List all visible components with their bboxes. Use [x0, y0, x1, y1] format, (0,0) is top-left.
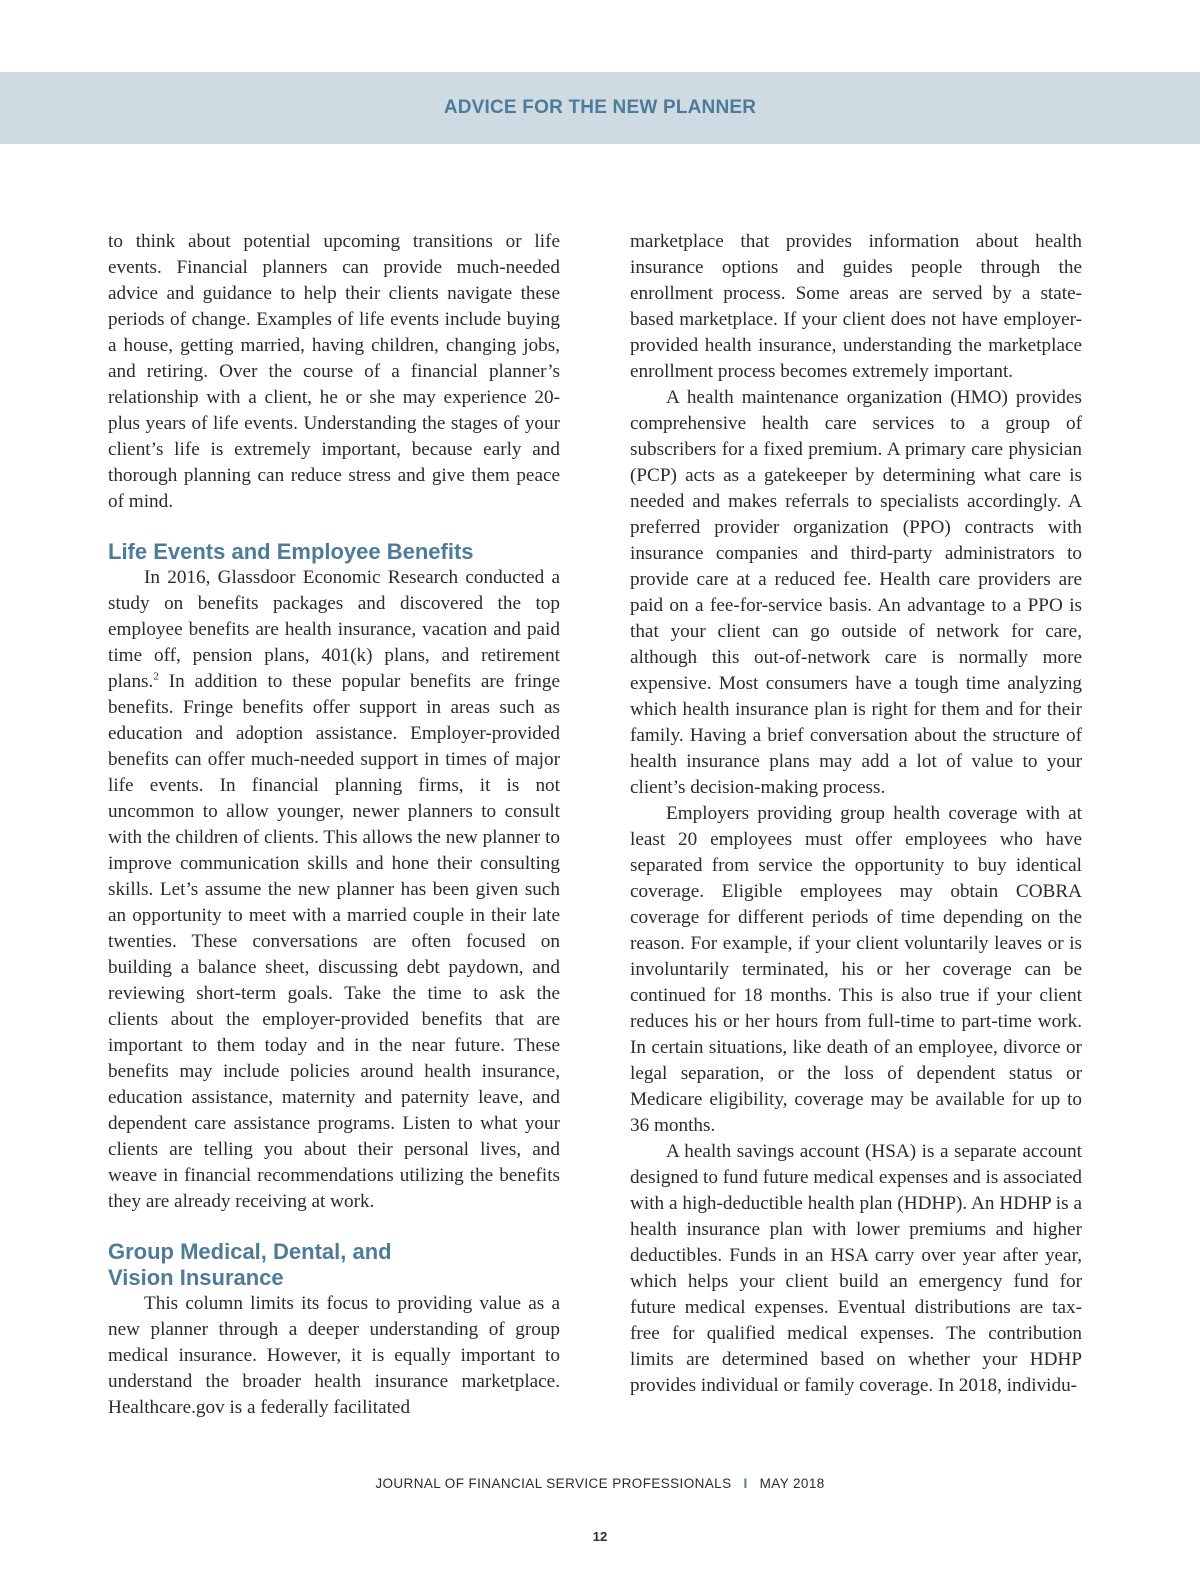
life-events-paragraph	[108, 565, 560, 1215]
hmo-ppo-paragraph: A health maintenance organization (HMO) provides comprehensive health care services to a group of subscribers for a fixed premium. A primary care physician (PCP) acts as a gatekeeper by determining what care is needed and makes referrals to specialists accordingly. A preferred provider organization (PPO) contracts with insurance companies and third-party administrators to provide care at a reduced fee. Health care providers are paid on a fee-for-service basis. An advantage to a PPO is that your client can go outside of network for care, although this out-of-network care is normally more expensive. Most consumers have a tough time analyzing which health insurance plan is right for them and for their family. Having a brief conversation about the structure of health insurance plans may add a lot of value to your client’s decision-making process.	[630, 387, 1082, 798]
marketplace-paragraph: marketplace that provides information about health insurance options and guides people through the enrollment process. Some areas are served by a state-based marketplace. If your client does not have employer-provided health insurance, understanding the marketplace enrollment process becomes extremely important.	[630, 231, 1082, 382]
heading-group-medical-line-2: Vision Insurance	[108, 1265, 284, 1290]
life-events-text-b: In addition to these popular benefits are fringe benefits. Fringe benefits offer support in areas such as education and adoption assistance. Employer-provided benefits can offer much-needed support in times of major life events. In financial planning firms, it is not uncommon to allow younger, newer planners to consult with the children of clients. This allows the new planner to improve communication skills and hone their consulting skills. Let’s assume the new planner has been given such an opportunity to meet with a married couple in their late twenties. These conversations are often focused on building a balance sheet, discussing debt paydown, and reviewing short-term goals. Take the time to ask the clients about the employer-provided benefits that are important to them today and in the near future. These benefits may include policies around health insurance, education assistance, maternity and paternity leave, and dependent care assistance programs. Listen to what your clients are telling you about their personal lives, and weave in financial recommendations utilizing the benefits they are already receiving at work.	[108, 671, 560, 1212]
header-band	[0, 72, 1200, 144]
group-medical-paragraph: This column limits its focus to providing value as a new planner through a deeper understanding of group medical insurance. However, it is equally important to understand the broader health insurance marketplace. Healthcare.gov is a federally facilitated	[108, 1293, 560, 1418]
footer-separator: I	[743, 1476, 748, 1491]
footnote-ref: 2	[153, 670, 159, 683]
cobra-paragraph: Employers providing group health coverage with at least 20 employees must offer employees who have separated from service the opportunity to buy identical coverage. Eligible employees may obtain COBRA coverage for different periods of time depending on the reason. For example, if your client voluntarily leaves or is involuntarily terminated, his or her coverage can be continued for 18 months. This is also true if your client reduces his or her hours from full-time to part-time work. In certain situations, like death of an employee, divorce or legal separation, or the loss of dependent status or Medicare eligibility, coverage may be available for up to 36 months.	[630, 803, 1082, 1136]
issue-date: MAY 2018	[759, 1476, 825, 1491]
journal-name: JOURNAL OF FINANCIAL SERVICE PROFESSIONALS	[375, 1476, 732, 1491]
life-events-text-a: In 2016, Glassdoor Economic Research conducted a study on benefits packages and discovered the top employee benefits are health insurance, vacation and paid time off, pension plans, 401(k) plans, and retirement plans.	[108, 567, 560, 692]
page-number: 12	[592, 1529, 608, 1544]
right-column	[630, 229, 1082, 1399]
intro-paragraph: to think about potential upcoming transitions or life events. Financial planners can provide much-needed advice and guidance to help their clients navigate these periods of change. Examples of life events include buying a house, getting married, having children, changing jobs, and retiring. Over the course of a financial planner’s relationship with a client, he or she may experience 20-plus years of life events. Understanding the stages of your client’s life is extremely important, because early and thorough planning can reduce stress and give them peace of mind.	[108, 231, 560, 512]
heading-group-medical	[108, 1239, 560, 1291]
heading-group-medical-line-1: Group Medical, Dental, and	[108, 1239, 392, 1264]
footer-journal-line	[0, 1476, 1200, 1491]
heading-life-events: Life Events and Employee Benefits	[108, 539, 474, 564]
hsa-paragraph: A health savings account (HSA) is a separate account designed to fund future medical expenses and is associated with a high-deductible health plan (HDHP). An HDHP is a health insurance plan with lower premiums and higher deductibles. Funds in an HSA carry over year after year, which helps your client build an emergency fund for future medical expenses. Eventual distributions are tax-free for qualified medical expenses. The contribution limits are determined based on whether your HDHP provides individual or family coverage. In 2018, individu-	[630, 1141, 1082, 1396]
left-column	[108, 229, 560, 1421]
section-title: ADVICE FOR THE NEW PLANNER	[443, 97, 757, 118]
